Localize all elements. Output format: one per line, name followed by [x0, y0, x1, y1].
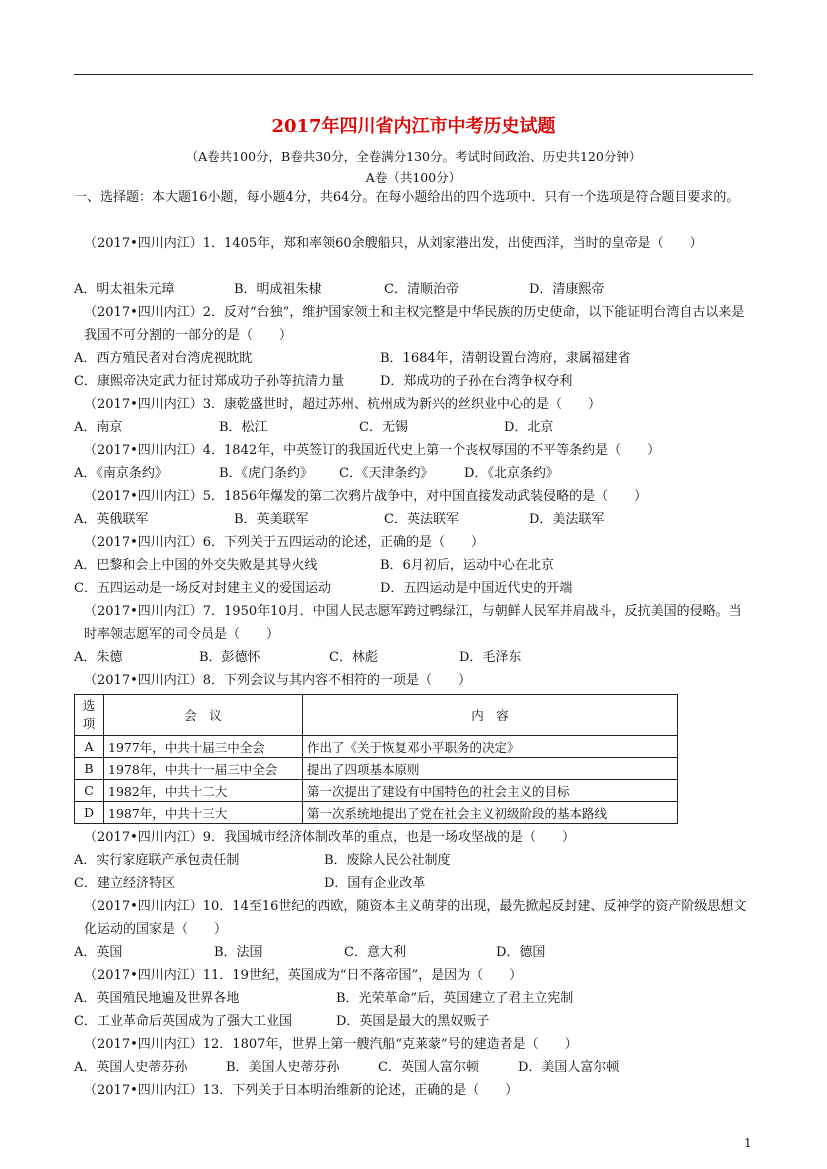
option: B．6月初后，运动中心在北京 [380, 558, 554, 573]
option: A．英国 [74, 945, 123, 960]
table-header-cell: 内 容 [303, 695, 678, 736]
question-stem: （2017•四川内江）10．14至16世纪的西欧，随资本主义萌芽的出现，最先掀起反封建、反神学的资产阶级思想文化运动的国家是（ ） [84, 899, 747, 937]
option: B．彭德怀 [199, 650, 261, 665]
option: B．1684年，清朝设置台湾府，隶属福建省 [380, 351, 631, 366]
option: D．《北京条约》 [464, 466, 559, 481]
option: D．国有企业改革 [324, 876, 426, 891]
option: A．南京 [74, 420, 123, 435]
option: A．巴黎和会上中国的外交失败是其导火线 [74, 558, 318, 573]
option: B．松江 [219, 420, 268, 435]
table-row [75, 802, 678, 824]
exam-info: （A卷共100分，B卷共30分，全卷满分130分。考试时间政治、历史共120分钟） [185, 149, 642, 164]
options-row [74, 872, 753, 895]
option: D．英国是最大的黑奴贩子 [336, 1014, 490, 1029]
option: B．《虎门条约》 [219, 466, 314, 481]
option: B．废除人民公社制度 [324, 853, 451, 868]
table-cell: 第一次系统地提出了党在社会主义初级阶段的基本路线 [303, 802, 678, 824]
instructions: 一、选择题：本大题16小题，每小题4分，共64分。在每小题给出的四个选项中．只有一个选项是符合题目要求的。 [74, 190, 740, 205]
option: C．意大利 [344, 945, 406, 960]
options-row [74, 941, 753, 964]
header-rule [74, 74, 753, 75]
options-row [74, 1056, 753, 1079]
question-stem: （2017•四川内江）1．1405年，郑和率领60余艘船只，从刘家港出发，出使西洋，当时的皇帝是（ ） [84, 236, 703, 251]
table-cell: 1982年，中共十二大 [104, 780, 303, 802]
option: D．毛泽东 [459, 650, 522, 665]
question-stem: （2017•四川内江）13．下列关于日本明治维新的论述，正确的是（ ） [84, 1083, 519, 1098]
option: D．德国 [496, 945, 546, 960]
option: C．英法联军 [384, 512, 459, 527]
table-header-cell: 选项 [75, 695, 104, 736]
question-stem: （2017•四川内江）5．1856年爆发的第二次鸦片战争中，对中国直接发动武装侵略的是（ ） [84, 489, 648, 504]
option: A．西方殖民者对台湾虎视眈眈 [74, 351, 253, 366]
page-number: 1 [744, 1136, 752, 1150]
option: B．美国人史蒂芬孙 [226, 1060, 340, 1075]
option: D．美法联军 [529, 512, 605, 527]
options-row [74, 849, 753, 872]
option: C．林彪 [329, 650, 378, 665]
question-stem: （2017•四川内江）11．19世纪，英国成为“日不落帝国”，是因为（ ） [84, 968, 523, 983]
options-row [74, 462, 753, 485]
table-cell: B [75, 758, 104, 780]
table-cell: 1978年，中共十一届三中全会 [104, 758, 303, 780]
option: D．美国人富尔顿 [518, 1060, 620, 1075]
option: D．清康熙帝 [529, 282, 605, 297]
option: D．郑成功的子孙在台湾争权夺利 [380, 374, 573, 389]
question-stem: （2017•四川内江）8．下列会议与其内容不相符的一项是（ ） [84, 673, 472, 688]
option: B．法国 [214, 945, 263, 960]
table-row [75, 758, 678, 780]
option: B．光荣革命”后，英国建立了君主立宪制 [336, 991, 574, 1006]
option: C．《天津条约》 [339, 466, 434, 481]
options-row [74, 370, 753, 393]
option: A．英俄联军 [74, 512, 149, 527]
option: C．工业革命后英国成为了强大工业国 [74, 1014, 292, 1029]
option: D．五四运动是中国近代史的开端 [380, 581, 573, 596]
option: A．朱德 [74, 650, 123, 665]
options-row [74, 987, 753, 1010]
table-header-cell: 会 议 [104, 695, 303, 736]
table-cell: 1987年，中共十三大 [104, 802, 303, 824]
options-row [74, 278, 753, 301]
table-cell: 第一次提出了建设有中国特色的社会主义的目标 [303, 780, 678, 802]
option: D．北京 [504, 420, 554, 435]
options-row [74, 347, 753, 370]
table-cell: A [75, 736, 104, 758]
page-title: 2017年四川省内江市中考历史试题 [271, 116, 556, 137]
options-row [74, 577, 753, 600]
option: C．建立经济特区 [74, 876, 175, 891]
option: A．《南京条约》 [74, 466, 168, 481]
question-stem: （2017•四川内江）3．康乾盛世时，超过苏州、杭州成为新兴的丝织业中心的是（ ） [84, 397, 602, 412]
option: B．明成祖朱棣 [234, 282, 322, 297]
table-cell: 1977年，中共十届三中全会 [104, 736, 303, 758]
table-cell: C [75, 780, 104, 802]
table-row [75, 780, 678, 802]
question-stem: （2017•四川内江）2．反对“台独”，维护国家领土和主权完整是中华民族的历史使命，以下能证明台湾自古以来是我国不可分割的一部分的是（ ） [84, 305, 745, 343]
table-cell: 作出了《关于恢复邓小平职务的决定》 [303, 736, 678, 758]
option: A．实行家庭联产承包责任制 [74, 853, 240, 868]
option: A．英国殖民地遍及世界各地 [74, 991, 240, 1006]
table-header-row [75, 695, 678, 736]
question-stem: （2017•四川内江）6．下列关于五四运动的论述，正确的是（ ） [84, 535, 485, 550]
option: B．英美联军 [234, 512, 309, 527]
table-cell: D [75, 802, 104, 824]
question-stem: （2017•四川内江）9．我国城市经济体制改革的重点，也是一场攻坚战的是（ ） [84, 830, 576, 845]
section-a-heading: A卷（共100分） [365, 170, 462, 185]
table-row [75, 736, 678, 758]
option: C．无锡 [359, 420, 408, 435]
meeting-table [74, 694, 678, 824]
option: A．英国人史蒂芬孙 [74, 1060, 188, 1075]
options-row [74, 554, 753, 577]
options-row [74, 416, 753, 439]
options-row [74, 1010, 753, 1033]
option: C．英国人富尔顿 [378, 1060, 479, 1075]
question-stem: （2017•四川内江）7．1950年10月．中国人民志愿军跨过鸭绿江，与朝鲜人民军并肩战斗，反抗美国的侵略。当时率领志愿军的司令员是（ ） [84, 604, 742, 642]
table-cell: 提出了四项基本原则 [303, 758, 678, 780]
question-stem: （2017•四川内江）4．1842年，中英签订的我国近代史上第一个丧权辱国的不平等条约是（ ） [84, 443, 661, 458]
options-row [74, 508, 753, 531]
option: A．明太祖朱元璋 [74, 282, 175, 297]
option: C．五四运动是一场反对封建主义的爱国运动 [74, 581, 331, 596]
question-stem: （2017•四川内江）12．1807年，世界上第一艘汽船“克莱蒙”号的建造者是（ ） [84, 1037, 578, 1052]
option: C．康熙帝决定武力征讨郑成功子孙等抗清力量 [74, 374, 344, 389]
question-list [74, 186, 753, 1102]
option: C．清顺治帝 [384, 282, 459, 297]
options-row [74, 646, 753, 669]
